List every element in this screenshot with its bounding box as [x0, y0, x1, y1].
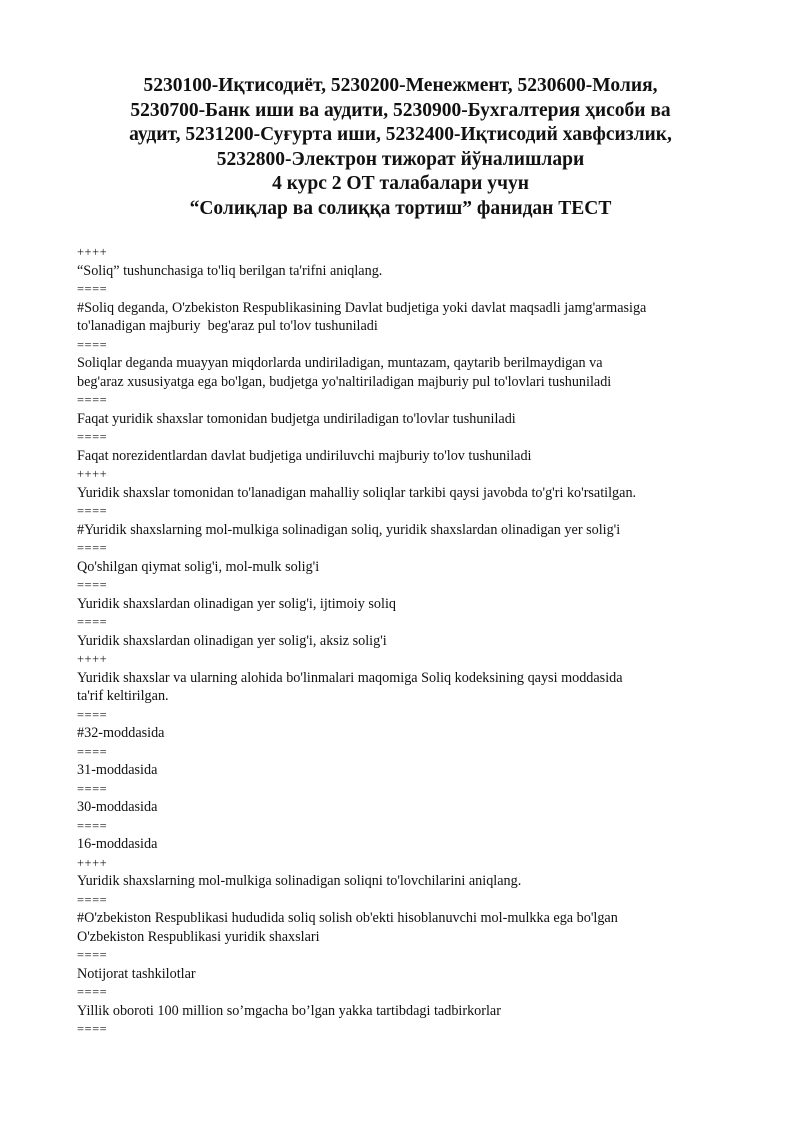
text-line: 31-moddasida — [77, 762, 158, 778]
question-separator: ++++ — [77, 467, 108, 481]
text-line: Qo'shilgan qiymat solig'i, mol-mulk solig'i — [77, 558, 320, 575]
text-line: ta'rif keltirilgan. — [77, 688, 169, 704]
text-line: Soliqlar deganda muayyan miqdorlarda undiriladigan, muntazam, qaytarib berilmaydigan va — [77, 355, 603, 371]
text-line: Yuridik shaxslar tomonidan to'lanadigan mahalliy soliqlar tarkibi qaysi javobda to'g'ri ko'rsatilgan. — [77, 484, 637, 501]
answer-separator: ==== — [77, 541, 108, 555]
answer-separator: ==== — [77, 615, 108, 629]
correct-answer-line: #Soliq deganda, O'zbekiston Respublikasining Davlat budjetiga yoki davlat maqsadli jamg'armasiga — [77, 299, 647, 316]
text-line: beg'araz xususiyatga ega bo'lgan, budjetga yo'naltiriladigan majburiy pul to'lovlari tushuniladi — [77, 373, 612, 390]
text-line: Yuridik shaxslarning mol-mulkiga solinadigan soliqni to'lovchilarini aniqlang. — [77, 873, 522, 889]
answer-separator: ==== — [77, 430, 108, 444]
text-line: O'zbekiston Respublikasi yuridik shaxslari — [77, 928, 320, 945]
answer-separator: ==== — [77, 892, 108, 907]
text-line: 30-moddasida — [77, 799, 158, 815]
text-line: Notijorat tashkilotlar — [77, 965, 196, 982]
answer-separator: ==== — [77, 744, 108, 759]
page-title — [77, 74, 724, 221]
answer-separator: ==== — [77, 337, 108, 352]
correct-answer-line: #Yuridik shaxslarning mol-mulkiga solinadigan soliq, yuridik shaxslardan olinadigan yer solig'i — [77, 521, 621, 538]
title-line: 5232800-Электрон тижорат йўналишлари — [216, 148, 585, 170]
text-line: Yuridik shaxslardan olinadigan yer solig'i, ijtimoiy soliq — [77, 595, 396, 612]
answer-separator: ==== — [77, 578, 108, 592]
answer-separator: ==== — [77, 818, 108, 833]
text-line: Yillik oboroti 100 million so’mgacha bo’lgan yakka tartibdagi tadbirkorlar — [77, 1002, 501, 1019]
correct-answer-line: #32-moddasida — [77, 725, 165, 741]
question-separator: ++++ — [77, 245, 108, 259]
answer-separator: ==== — [77, 985, 108, 999]
text-line: Yuridik shaxslardan olinadigan yer solig'i, aksiz solig'i — [77, 632, 387, 649]
answer-separator: ==== — [77, 504, 108, 518]
text-line: Faqat norezidentlardan davlat budjetiga undiriluvchi majburiy to'lov tushuniladi — [77, 447, 532, 464]
answer-separator: ==== — [77, 781, 108, 796]
text-line: Faqat yuridik shaxslar tomonidan budjetga undiriladigan to'lovlar tushuniladi — [77, 410, 516, 427]
title-line: аудит, 5231200-Суғурта иши, 5232400-Иқтисодий хавфсизлик, — [129, 124, 672, 145]
text-line: to'lanadigan majburiy beg'araz pul to'lov tushuniladi — [77, 318, 378, 334]
title-line: 5230700-Банк иши ва аудити, 5230900-Бухгалтерия ҳисоби ва — [130, 99, 671, 121]
answer-separator: ==== — [77, 393, 108, 407]
title-line: “Солиқлар ва солиққа тортиш” фанидан ТЕСТ — [189, 197, 612, 219]
answer-separator: ==== — [77, 948, 108, 962]
correct-answer-line: #O'zbekiston Respublikasi hududida soliq solish ob'ekti hisoblanuvchi mol-mulkka ega bo'lgan — [77, 910, 618, 926]
test-body — [77, 243, 724, 1039]
title-line: 5230100-Иқтисодиёт, 5230200-Менежмент, 5230600-Молия, — [143, 75, 658, 96]
answer-separator: ==== — [77, 707, 108, 722]
question-separator: ++++ — [77, 855, 108, 870]
answer-separator: ==== — [77, 1022, 108, 1036]
answer-separator: ==== — [77, 282, 108, 296]
text-line: “Soliq” tushunchasiga to'liq berilgan ta'rifni aniqlang. — [77, 262, 383, 279]
question-separator: ++++ — [77, 652, 108, 666]
title-line: 4 курс 2 ОТ талабалари учун — [272, 173, 529, 194]
text-line: Yuridik shaxslar va ularning alohida bo'linmalari maqomiga Soliq kodeksining qaysi moddasida — [77, 669, 623, 686]
text-line: 16-moddasida — [77, 836, 158, 852]
